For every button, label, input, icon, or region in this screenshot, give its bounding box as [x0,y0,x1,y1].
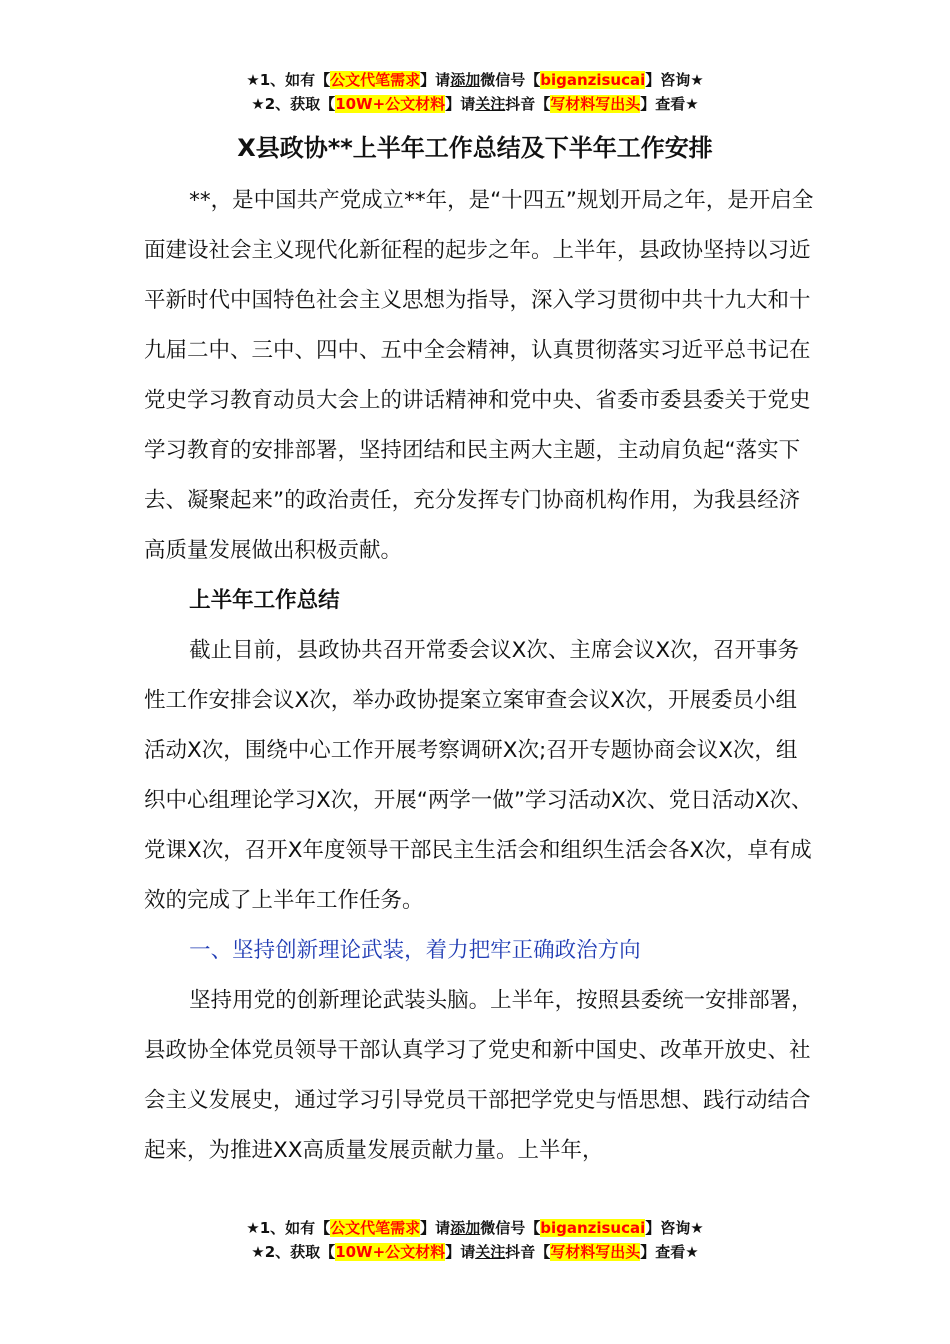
highlight-douyin-id: 写材料写出头 [550,95,641,113]
banner-line-2 [0,92,950,116]
highlight-materials: 10W+公文材料 [335,1243,446,1261]
subsection-paragraph-1: 坚持用党的创新理论武装头脑。上半年，按照县委统一安排部署，县政协全体党员领导干部认真学习了党史和新中国史、改革开放史、社会主义发展史，通过学习引导党员干部把学党史与悟思想、践行动结合起来，为推进XX高质量发展贡献力量。上半年， [144,988,813,1163]
banner-text: 】请 [445,1243,476,1261]
banner-text: 抖音【 [505,95,551,113]
banner-underline: 关注 [475,95,506,113]
banner-text: 微信号【 [480,1219,541,1237]
intro-paragraph: **，是中国共产党成立**年，是“十四五”规划开局之年，是开启全面建设社会主义现代化新征程的起步之年。上半年，县政协坚持以习近平新时代中国特色社会主义思想为指导，深入学习贯彻中共十九大和十九届二中、三中、四中、五中全会精神，认真贯彻落实习近平总书记在党史学习教育动员大会上的讲话精神和党中央、省委市委县委关于党史学习教育的安排部署，坚持团结和民主两大主题，主动肩负起“落实下去、凝聚起来”的政治责任，充分发挥专门协商机构作用，为我县经济高质量发展做出积极贡献。 [144,188,814,563]
highlight-douyin-id: 写材料写出头 [550,1243,641,1261]
section-heading-summary: 上半年工作总结 [189,588,340,613]
banner-text: ★2、获取【 [251,95,336,113]
banner-line-1 [0,1216,950,1240]
banner-text: 】请 [420,71,451,89]
banner-text: 】咨询★ [645,1219,704,1237]
banner-text: 】请 [445,95,476,113]
subsection-heading-1: 一、坚持创新理论武装，着力把牢正确政治方向 [189,938,641,963]
banner-text: 】咨询★ [645,71,704,89]
highlight-service: 公文代笔需求 [330,71,421,89]
banner-text: ★2、获取【 [251,1243,336,1261]
header-banner [0,68,950,116]
banner-text: 】请 [420,1219,451,1237]
summary-paragraph: 截止目前，县政协共召开常委会议X次、主席会议X次，召开事务性工作安排会议X次，举办政协提案立案审查会议X次，开展委员小组活动X次，围绕中心工作开展考察调研X次;召开专题协商会议X次，组织中心组理论学习X次，开展“两学一做”学习活动X次、党日活动X次、党课X次，召开X年度领导干部民主生活会和组织生活会各X次，卓有成效的完成了上半年工作任务。 [144,638,813,913]
highlight-materials: 10W+公文材料 [335,95,446,113]
banner-underline: 添加 [450,71,481,89]
highlight-service: 公文代笔需求 [330,1219,421,1237]
banner-text: 微信号【 [480,71,541,89]
footer-banner [0,1216,950,1264]
highlight-wechat-id: biganzisucai [540,1219,646,1237]
banner-text: ★1、如有【 [246,1219,331,1237]
document-title: X县政协**上半年工作总结及下半年工作安排 [237,134,713,162]
banner-line-1 [0,68,950,92]
banner-underline: 关注 [475,1243,506,1261]
banner-text: 】查看★ [640,1243,699,1261]
banner-underline: 添加 [450,1219,481,1237]
highlight-wechat-id: biganzisucai [540,71,646,89]
banner-line-2 [0,1240,950,1264]
banner-text: ★1、如有【 [246,71,331,89]
document-body [144,176,814,1176]
banner-text: 】查看★ [640,95,699,113]
banner-text: 抖音【 [505,1243,551,1261]
